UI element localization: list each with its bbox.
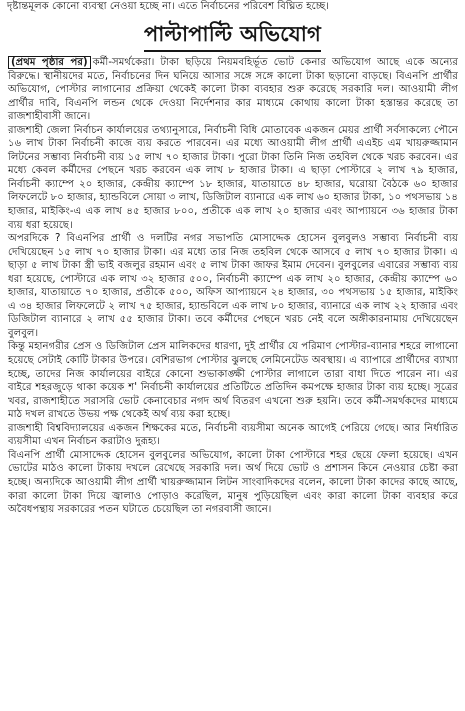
paragraph-text: কর্মী-সমর্থকেরা। টাকা ছড়িয়ে নিয়মবহির্ভূত ভোট কেনার অভিযোগ আছে একে অন্যের বিরুদ্ধে। স্থানীয়দের মতে, নির্বাচনের দিন ঘনিয়ে আসার সঙ্গে সঙ্গে কালো টাকা ছড়ানো বাড়ছে। বিএনপি প্রার্থীর অভিযোগ, পোস্টার লাগানোর প্রক্রিয়া থেকেই কালো টাকা ব্যবহার শুরু করেছে সরকারি দল। আওয়ামী লীগ প্রার্থীর দাবি, বিএনপি লন্ডন থেকে দেওয়া নির্দেশনার কার মাধ্যমে কোথায় কালো টাকা হস্তান্তর করেছে তা রাজশাহীবাসী জানে। xyxy=(8,57,458,123)
article-paragraph: অপরদিকে ? বিএনপির প্রার্থী ও দলটির নগর সভাপতি মোসাদ্দেক হোসেন বুলবুলও সম্ভাব্য নির্বাচনী ব্যয় দেখিয়েছেন ১৫ লাখ ৭০ হাজার টাকা। এর মধ্যে তার নিজ তহবিল থেকে আসবে ৫ লাখ ৭০ হাজার টাকা। এ ছাড়া ৫ লাখ টাকা স্ত্রী ভাই বজলুর রহমান এবং ৫ লাখ টাকা জাফর ইমাম দেবেন। বুলবুলের এবারের সম্ভাব্য ব্যয় ধরা হয়েছে, পোস্টারে এক লাখ ৩২ হাজার ৫০০, নির্বাচনী ক্যাম্পে এক লাখ ২০ হাজার, কেন্দ্রীয় ক্যাম্পে ৬০ হাজার, যাতায়াতে ৭০ হাজার, প্রতীকে ৫০০, অফিস আপ্যায়নে ২৪ হাজার, ৩০ পথসভায় ১৫ হাজার, মাইকিং এ ৩৪ হাজার লিফলেটে ২ লাখ ৭৫ হাজার, হ্যান্ডবিলে এক লাখ ৮০ হাজার, ব্যানারে এক লাখ ২২ হাজার এবং ডিজিটাল ব্যানারে ২ লাখ ৫৫ হাজার টাকা। তবে কর্মীদের পেছনে খরচ নেই বলে অঙ্গীকারনামায় দেখিয়েছেন বুলবুল। xyxy=(8,233,458,339)
article-paragraph: রাজশাহী জেলা নির্বাচন কার্যালয়ের তথ্যানুসারে, নির্বাচনী বিধি মোতাবেক একজন মেয়র প্রার্থী সর্বসাকল্যে পৌনে ১৬ লাখ টাকা নির্বাচনী কাজে ব্যয় করতে পারবেন। এর মধ্যে আওয়ামী লীগ প্রার্থী এএইচ এম খায়রুজ্জামান লিটনের সম্ভাব্য নির্বাচনী ব্যয় ১৫ লাখ ৭০ হাজার টাকা। পুরো টাকা তিনি নিজ তহবিল থেকে খরচ করবেন। এর মধ্যে কেবল কর্মীদের পেছনে খরচ করবেন এক লাখ ৮ হাজার টাকা। এ ছাড়া পোস্টারে ২ লাখ ৭৯ হাজার, নির্বাচনী ক্যাম্পে ২০ হাজার, কেন্দ্রীয় ক্যাম্পে ১৮ হাজার, যাতায়াতে ৪৮ হাজার, ঘরোয়া বৈঠকে ৬০ হাজার লিফলেটে ৮০ হাজার, হ্যান্ডবিলে সোয়া ৩ লাখ, ডিজিটাল ব্যানারে এক লাখ ৬০ হাজার টাকা, ১০ পথসভায় ১৪ হাজার, মাইকিং-এ এক লাখ ৪৫ হাজার ৮০০, প্রতীকে এক লাখ ২০ হাজার এবং আপ্যায়নে ৩৬ হাজার টাকা ব্যয় ধরা হয়েছে। xyxy=(8,124,458,231)
article-paragraph: বিএনপি প্রার্থী মোসাদ্দেক হোসেন বুলবুলের অভিযোগ, কালো টাকা পোস্টারে শহর ছেয়ে ফেলা হয়েছে। এখন ভোটের মাঠও কালো টাকায় দখলে রেখেছে সরকারি দল। অর্থ দিয়ে ভোট ও প্রশাসন কিনে নেওয়ার চেষ্টা করা হচ্ছে। অন্যদিকে আওয়ামী লীগ প্রার্থী খায়রুজ্জামান লিটন সাংবাদিকদের বলেন, কালো টাকা কাদের কাছে আছে, কারা কালো টাকা দিয়ে জ্বালাও পোড়াও করেছিল, মানুষ পুড়িয়েছিল এবং কারা কালো টাকা ব্যবহার করে অবৈধপন্থায় সরকারের পতন ঘটাতে চেয়েছিল তা নগরবাসী জানে। xyxy=(8,449,458,516)
article-paragraph: রাজশাহী বিশ্ববিদ্যালয়ের একজন শিক্ষকের মতে, নির্বাচনী ব্যয়সীমা অনেক আগেই পেরিয়ে গেছে। আর নির্ধারিত ব্যয়সীমা এখন নির্বাচন করাটাও দুরূহ্য। xyxy=(8,422,458,448)
article-paragraph xyxy=(8,56,458,124)
continued-from-front-page-tag: (প্রথম পৃষ্ঠার পর) xyxy=(8,56,91,69)
article-body xyxy=(4,56,461,517)
headline-container xyxy=(4,20,461,52)
article-headline: পাল্টাপাল্টি অভিযোগ xyxy=(144,20,321,52)
article-paragraph: কিন্তু মহানগরীর প্রেস ও ডিজিটাল প্রেস মালিকদের ধারণা, দুই প্রার্থীর যে পরিমাণ পোস্টার-ব্যানার শহরে লাগানো হয়েছে সেটাই কোটি টাকার উপরে। বেশিরভাগ পোস্টার ঝুলছে লেমিনেটেড অবস্থায়। এ ব্যাপারে প্রার্থীদের ব্যাখ্যা হচ্ছে, তাদের নিজ কার্যালয়ের বাইরে কোনো শুভাকাঙ্ক্ষী পোস্টার লাগালে তারা বাধা দিতে পারেন না। এর বাইরে শহরজুড়ে থাকা কয়েক শ' নির্বাচনী কার্যালয়ের প্রতিটিতে প্রতিদিন কমপক্ষে হাজার টাকা ব্যয় হচ্ছে। সূত্রের খবর, রাজশাহীতে সরাসরি ভোট কেনাবেচার নগদ অর্থ বিতরণ এখনো শুরু হয়নি। তবে কর্মী-সমর্থকদের মাধ্যমে মাঠ দখল রাখতে উভয় পক্ষ থেকেই অর্থ ব্যয় করা হচ্ছে। xyxy=(8,341,458,421)
previous-article-fragment: দৃষ্টান্তমূলক কোনো ব্যবস্থা নেওয়া হচ্ছে না। এতে নির্বাচনের পরিবেশ বিঘ্নিত হচ্ছে। xyxy=(7,1,330,12)
